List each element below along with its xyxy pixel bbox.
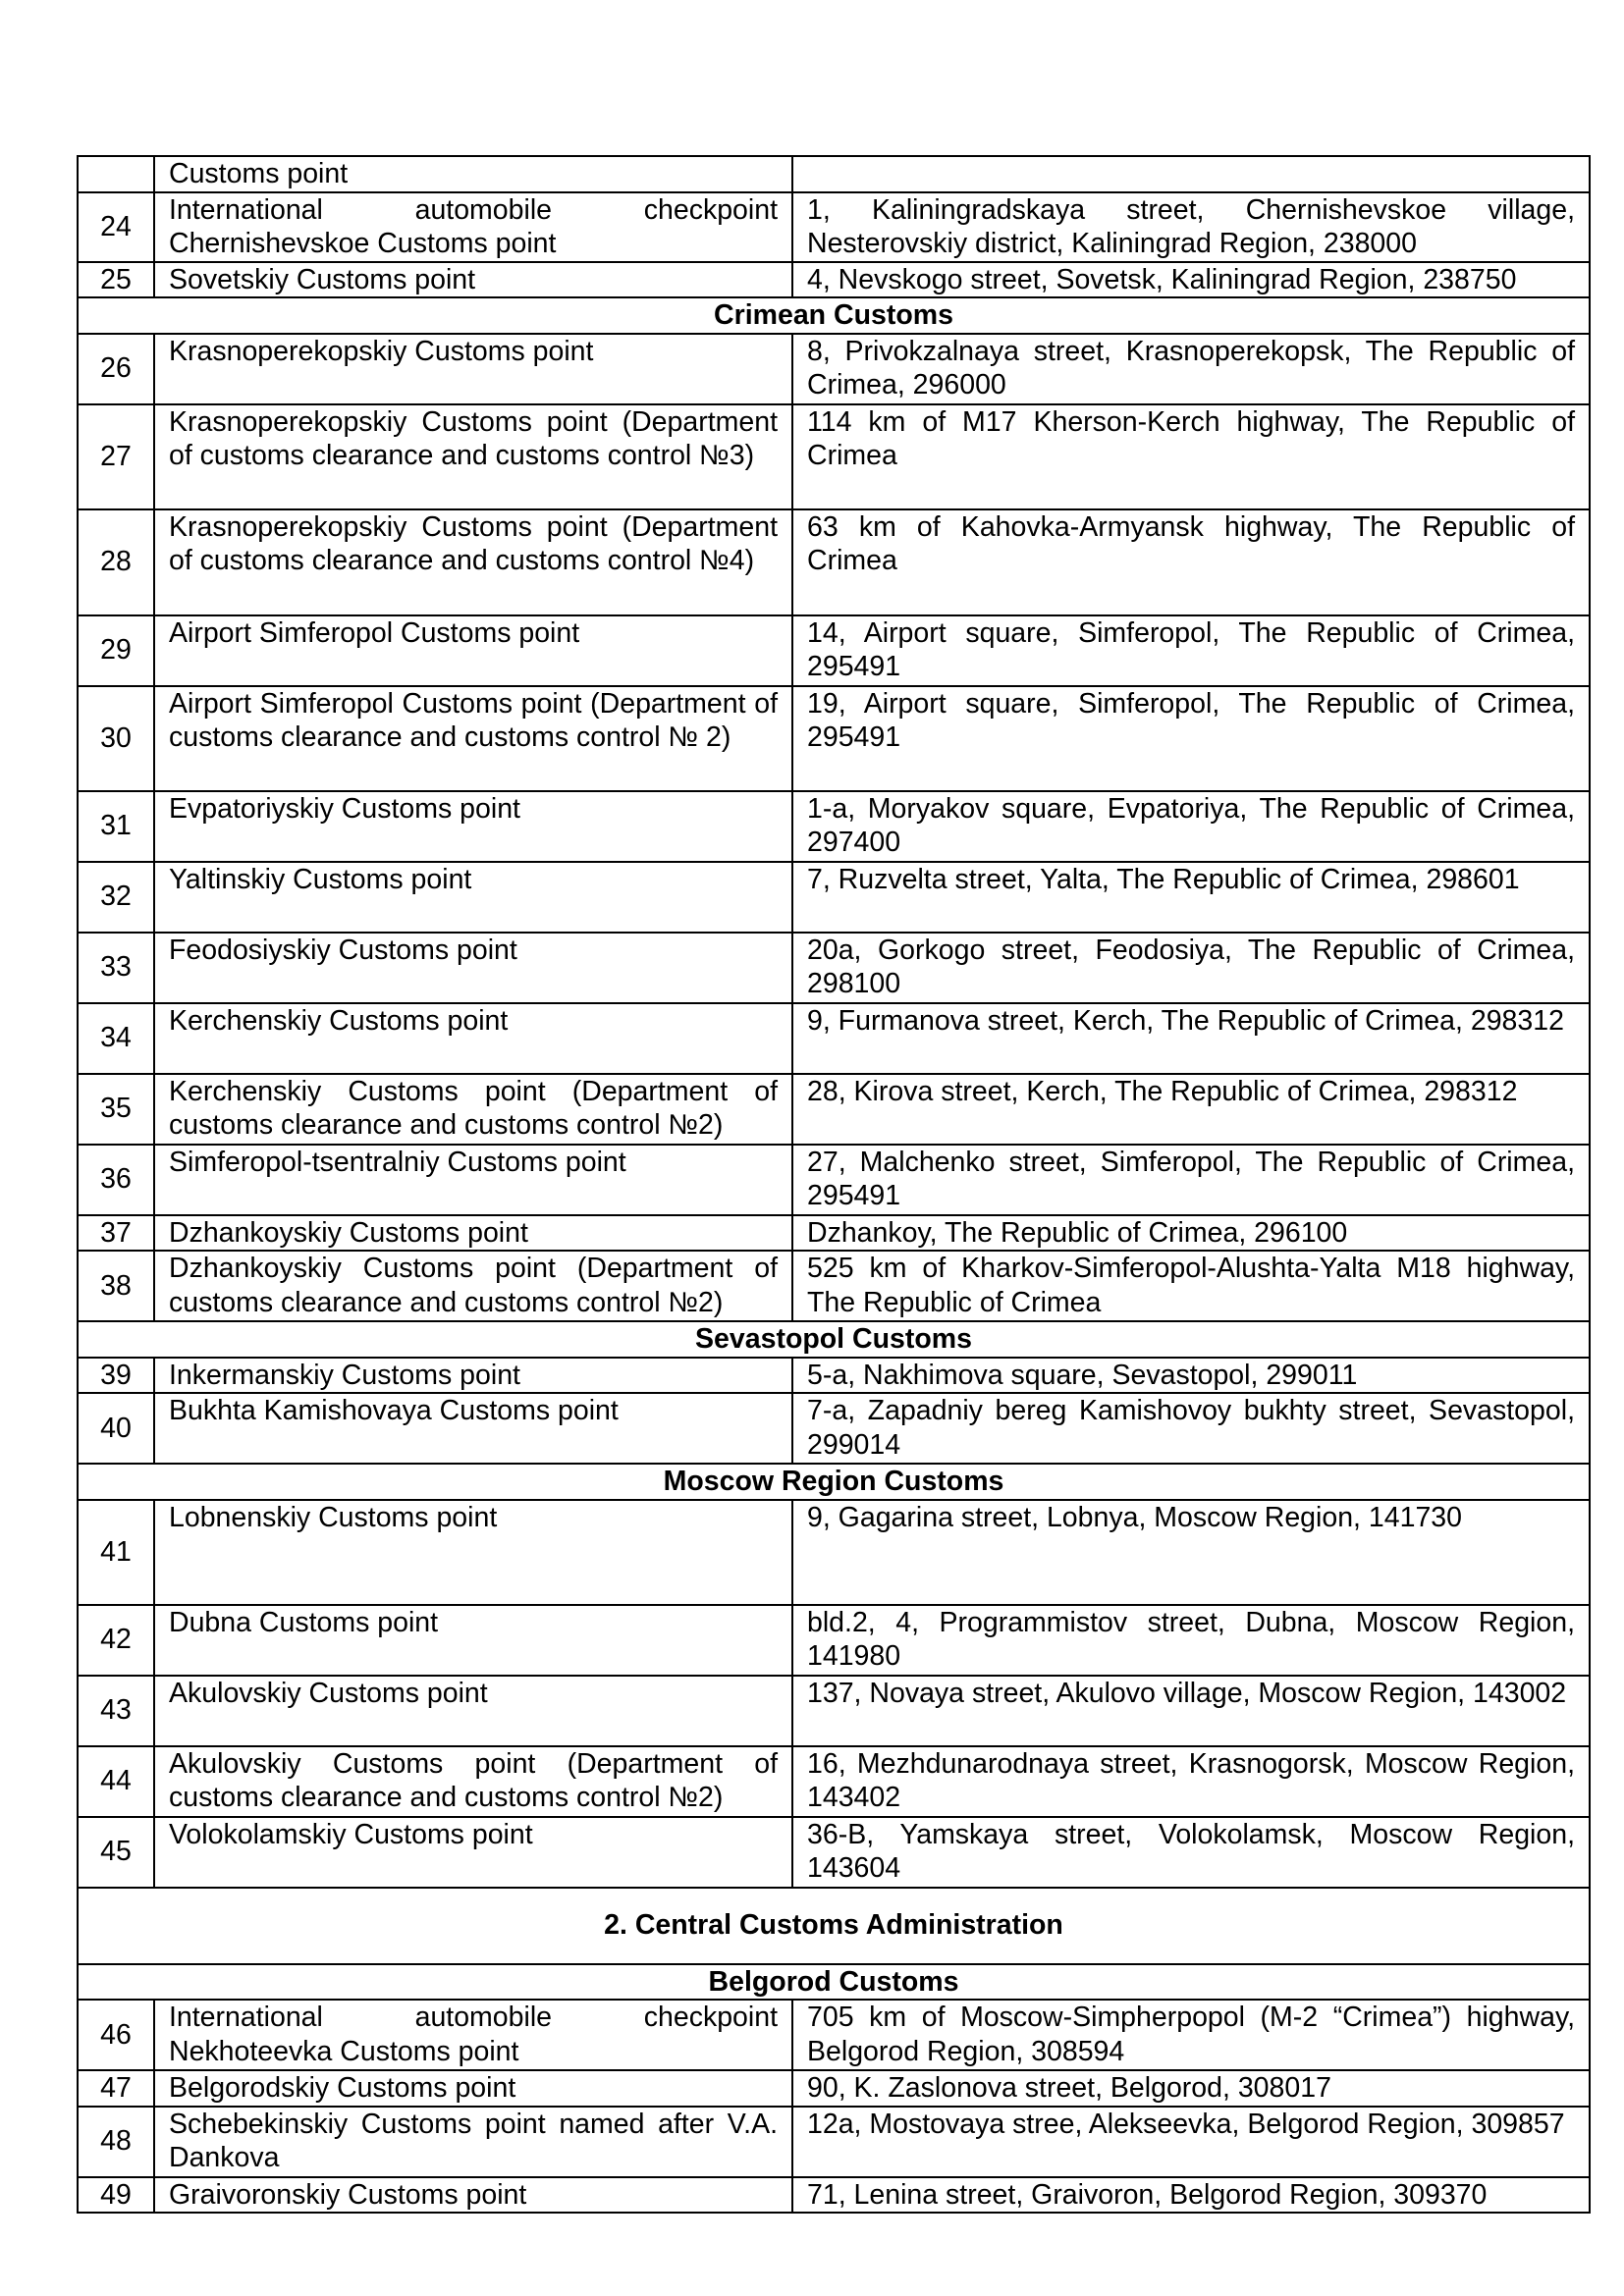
table-row [78, 1358, 1590, 1394]
table-row [78, 1074, 1590, 1145]
table-row [78, 1145, 1590, 1215]
customs-point-address: 36-B, Yamskaya street, Volokolamsk, Moscow Region, 143604 [792, 1817, 1590, 1888]
row-number [78, 156, 154, 192]
table-row [78, 1746, 1590, 1817]
customs-point-address: 71, Lenina street, Graivoron, Belgorod Region, 309370 [792, 2177, 1590, 2214]
customs-point-name: Evpatoriyskiy Customs point [154, 791, 792, 862]
customs-point-name: Kerchenskiy Customs point [154, 1003, 792, 1074]
table-row [78, 404, 1590, 509]
customs-point-name: Krasnoperekopskiy Customs point (Department of customs clearance and customs control №4) [154, 509, 792, 615]
row-number: 41 [78, 1500, 154, 1605]
table-row [78, 862, 1590, 933]
row-number: 45 [78, 1817, 154, 1888]
row-number: 27 [78, 404, 154, 509]
row-number: 30 [78, 686, 154, 791]
customs-point-address: 9, Gagarina street, Lobnya, Moscow Region, 141730 [792, 1500, 1590, 1605]
customs-point-address: 114 km of M17 Kherson-Kerch highway, The Republic of Crimea [792, 404, 1590, 509]
section-row [78, 1321, 1590, 1358]
customs-point-name: Akulovskiy Customs point [154, 1676, 792, 1746]
table-row [78, 334, 1590, 404]
customs-point-address: 4, Nevskogo street, Sovetsk, Kaliningrad Region, 238750 [792, 262, 1590, 298]
row-number: 46 [78, 2000, 154, 2070]
row-number: 34 [78, 1003, 154, 1074]
table-row [78, 509, 1590, 615]
table-row [78, 686, 1590, 791]
customs-point-address: 9, Furmanova street, Kerch, The Republic of Crimea, 298312 [792, 1003, 1590, 1074]
customs-point-name: Kerchenskiy Customs point (Department of customs clearance and customs control №2) [154, 1074, 792, 1145]
table-row [78, 1215, 1590, 1252]
table-row [78, 1393, 1590, 1464]
administration-heading: 2. Central Customs Administration [78, 1888, 1590, 1964]
row-number: 32 [78, 862, 154, 933]
section-row [78, 1964, 1590, 2001]
row-number: 44 [78, 1746, 154, 1817]
customs-point-address: 14, Airport square, Simferopol, The Republic of Crimea, 295491 [792, 615, 1590, 686]
customs-point-address: 28, Kirova street, Kerch, The Republic of Crimea, 298312 [792, 1074, 1590, 1145]
customs-point-name: Belgorodskiy Customs point [154, 2070, 792, 2107]
customs-points-table [77, 155, 1591, 2214]
row-number: 39 [78, 1358, 154, 1394]
customs-point-address: 7-a, Zapadniy bereg Kamishovoy bukhty street, Sevastopol, 299014 [792, 1393, 1590, 1464]
administration-row [78, 1888, 1590, 1964]
customs-point-address: 137, Novaya street, Akulovo village, Moscow Region, 143002 [792, 1676, 1590, 1746]
customs-point-address: 8, Privokzalnaya street, Krasnoperekopsk, The Republic of Crimea, 296000 [792, 334, 1590, 404]
customs-point-name: Sovetskiy Customs point [154, 262, 792, 298]
customs-point-address: 19, Airport square, Simferopol, The Republic of Crimea, 295491 [792, 686, 1590, 791]
customs-point-name: Bukhta Kamishovaya Customs point [154, 1393, 792, 1464]
customs-point-address: 1-a, Moryakov square, Evpatoriya, The Republic of Crimea, 297400 [792, 791, 1590, 862]
table-row [78, 615, 1590, 686]
customs-point-name: Lobnenskiy Customs point [154, 1500, 792, 1605]
customs-point-name: Customs point [154, 156, 792, 192]
customs-point-address: 7, Ruzvelta street, Yalta, The Republic of Crimea, 298601 [792, 862, 1590, 933]
table-row [78, 1676, 1590, 1746]
section-heading: Moscow Region Customs [78, 1464, 1590, 1500]
customs-point-name: Akulovskiy Customs point (Department of customs clearance and customs control №2) [154, 1746, 792, 1817]
customs-point-address [792, 156, 1590, 192]
table-row [78, 262, 1590, 298]
customs-point-name: Schebekinskiy Customs point named after V.A. Dankova [154, 2107, 792, 2177]
table-row [78, 2000, 1590, 2070]
section-row [78, 297, 1590, 334]
customs-point-address: 27, Malchenko street, Simferopol, The Republic of Crimea, 295491 [792, 1145, 1590, 1215]
table-row [78, 2107, 1590, 2177]
table-row [78, 156, 1590, 192]
table-row [78, 791, 1590, 862]
row-number: 48 [78, 2107, 154, 2177]
row-number: 36 [78, 1145, 154, 1215]
section-heading: Belgorod Customs [78, 1964, 1590, 2001]
row-number: 43 [78, 1676, 154, 1746]
row-number: 35 [78, 1074, 154, 1145]
customs-point-name: Airport Simferopol Customs point [154, 615, 792, 686]
table-row [78, 2070, 1590, 2107]
row-number: 37 [78, 1215, 154, 1252]
table-row [78, 2177, 1590, 2214]
customs-point-name: Dzhankoyskiy Customs point (Department of customs clearance and customs control №2) [154, 1251, 792, 1321]
section-row [78, 1464, 1590, 1500]
customs-point-name: International automobile checkpoint Chernishevskoe Customs point [154, 192, 792, 262]
table-row [78, 933, 1590, 1003]
customs-point-address: Dzhankoy, The Republic of Crimea, 296100 [792, 1215, 1590, 1252]
table-row [78, 1003, 1590, 1074]
row-number: 29 [78, 615, 154, 686]
customs-point-name: Inkermanskiy Customs point [154, 1358, 792, 1394]
customs-point-address: 1, Kaliningradskaya street, Chernishevskoe village, Nesterovskiy district, Kaliningrad Region, 238000 [792, 192, 1590, 262]
table-row [78, 1251, 1590, 1321]
row-number: 24 [78, 192, 154, 262]
table-body [78, 156, 1590, 2213]
table-row [78, 1817, 1590, 1888]
customs-point-name: Dubna Customs point [154, 1605, 792, 1676]
customs-point-address: 5-a, Nakhimova square, Sevastopol, 299011 [792, 1358, 1590, 1394]
customs-point-address: 20a, Gorkogo street, Feodosiya, The Republic of Crimea, 298100 [792, 933, 1590, 1003]
row-number: 26 [78, 334, 154, 404]
customs-point-name: International automobile checkpoint Nekhoteevka Customs point [154, 2000, 792, 2070]
table-row [78, 1605, 1590, 1676]
customs-point-name: Feodosiyskiy Customs point [154, 933, 792, 1003]
row-number: 33 [78, 933, 154, 1003]
row-number: 42 [78, 1605, 154, 1676]
customs-point-name: Dzhankoyskiy Customs point [154, 1215, 792, 1252]
customs-point-address: 705 km of Moscow-Simpherpopol (M-2 “Crimea”) highway, Belgorod Region, 308594 [792, 2000, 1590, 2070]
row-number: 31 [78, 791, 154, 862]
customs-point-name: Krasnoperekopskiy Customs point (Department of customs clearance and customs control №3) [154, 404, 792, 509]
customs-point-address: 12a, Mostovaya stree, Alekseevka, Belgorod Region, 309857 [792, 2107, 1590, 2177]
row-number: 47 [78, 2070, 154, 2107]
row-number: 25 [78, 262, 154, 298]
row-number: 49 [78, 2177, 154, 2214]
customs-point-name: Krasnoperekopskiy Customs point [154, 334, 792, 404]
customs-point-address: 525 km of Kharkov-Simferopol-Alushta-Yalta M18 highway, The Republic of Crimea [792, 1251, 1590, 1321]
table-row [78, 192, 1590, 262]
row-number: 38 [78, 1251, 154, 1321]
customs-point-address: 16, Mezhdunarodnaya street, Krasnogorsk, Moscow Region, 143402 [792, 1746, 1590, 1817]
row-number: 40 [78, 1393, 154, 1464]
customs-point-name: Yaltinskiy Customs point [154, 862, 792, 933]
customs-point-name: Airport Simferopol Customs point (Department of customs clearance and customs control № 2) [154, 686, 792, 791]
customs-point-name: Simferopol-tsentralniy Customs point [154, 1145, 792, 1215]
section-heading: Sevastopol Customs [78, 1321, 1590, 1358]
row-number: 28 [78, 509, 154, 615]
customs-point-address: bld.2, 4, Programmistov street, Dubna, Moscow Region, 141980 [792, 1605, 1590, 1676]
customs-point-name: Graivoronskiy Customs point [154, 2177, 792, 2214]
table-row [78, 1500, 1590, 1605]
customs-point-address: 90, K. Zaslonova street, Belgorod, 308017 [792, 2070, 1590, 2107]
section-heading: Crimean Customs [78, 297, 1590, 334]
customs-point-name: Volokolamskiy Customs point [154, 1817, 792, 1888]
customs-point-address: 63 km of Kahovka-Armyansk highway, The Republic of Crimea [792, 509, 1590, 615]
